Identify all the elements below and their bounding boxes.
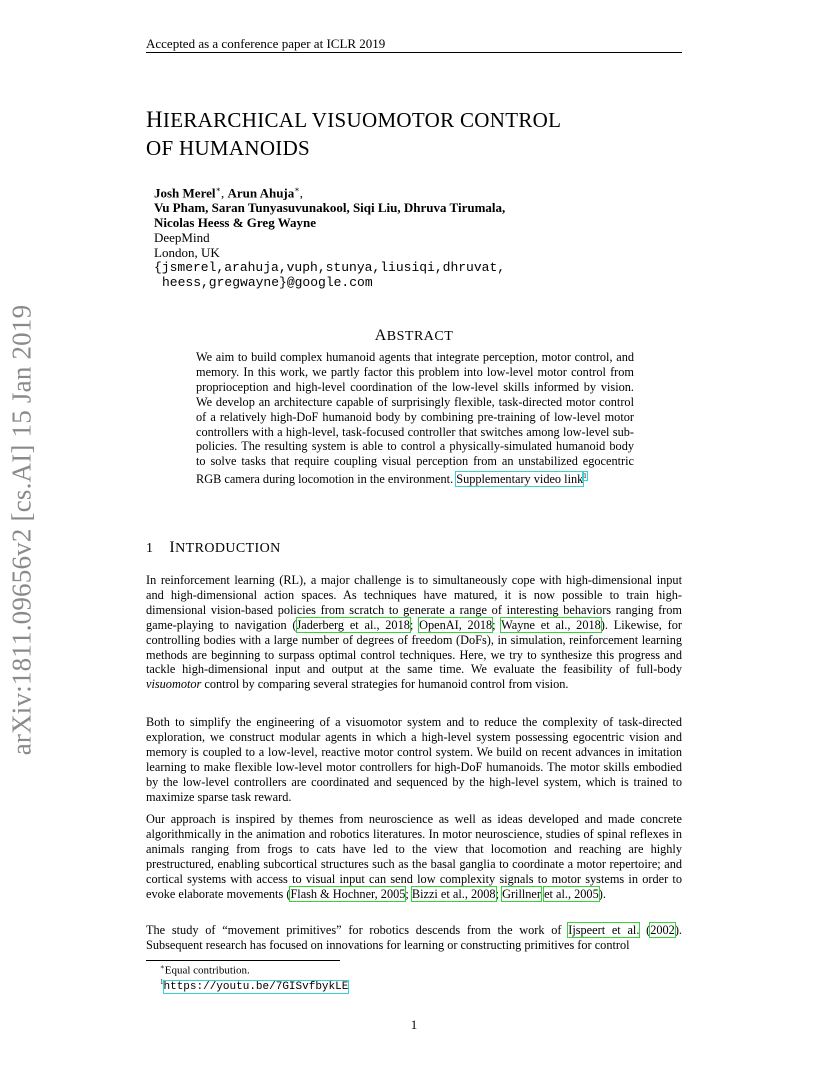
section-initial: I (169, 539, 176, 556)
footnote-url-link[interactable]: https://youtu.be/7GISvfbykLE (163, 980, 349, 993)
footnote-rule (146, 960, 340, 961)
title-line1: IERARCHICAL VISUOMOTOR CONTROL (162, 108, 562, 132)
supplementary-video-link[interactable]: Supplementary video link (456, 472, 584, 487)
page-number: 1 (410, 1017, 418, 1032)
citation-link[interactable]: Grillner (502, 886, 541, 901)
citation-link[interactable]: 2002 (650, 923, 675, 937)
emphasis: visuomotor (146, 677, 202, 692)
section-number: 1 (146, 541, 154, 556)
footnote (160, 963, 250, 977)
paragraph: In reinforcement learning (RL), a major challenge is to simultaneously cope with high-dimensional input and high-dimensional action spaces. As techniques have matured, it is now possible to train high-dimensional vision-based policies from scratch to generate a range of interesting behaviors ranging from game-playing to navigation (Jaderberg et al., 2018; OpenAI, 2018; Wayne et al., 2018). Likewise, for controlling bodies with a large number of degrees of freedom (DoFs), in simulation, reinforcement learning methods are beginning to surpass optimal control techniques. Here, we try to synthesize this progress and tackle high-dimensional input and output at the same time. We evaluate the feasibility of full-body visuomotor control by comparing several strategies for humanoid control from vision. (146, 573, 682, 692)
header-rule (146, 52, 682, 53)
citation-link[interactable]: OpenAI, 2018 (419, 617, 493, 632)
paragraph (146, 715, 682, 804)
text-run: control by comparing several strategies for humanoid control from vision. (201, 677, 569, 692)
equal-contribution-mark: ∗ (294, 185, 300, 194)
email-line: heess,gregwayne}@google.com (162, 275, 373, 291)
text-run: In reinforcement learning (RL), a major challenge is to simultaneously cope with high-dimensional input and high-dimensional action spaces. As techniques have matured, it is now possible to train high-dimensional vision-based policies from scratch to generate a range of interesting behaviors ranging from game-playing to navigation ( (146, 573, 682, 632)
running-header: Accepted as a conference paper at ICLR 2019 (146, 36, 386, 51)
text-run: ). Likewise, for controlling bodies with a large number of degrees of freedom (DoFs), in simulation, reinforcement learning methods are beginning to surpass optimal control techniques. Here, we try to synthesize this progress and tackle high-dimensional input and output at the same time. We evaluate the feasibility of full-body (146, 617, 682, 677)
arxiv-stamp-text: arXiv:1811.09656v2 [cs.AI] 15 Jan 2019 (6, 304, 37, 756)
text-run: ). (598, 886, 606, 901)
email-line: {jsmerel,arahuja,vuph,stunya,liusiqi,dhruvat, (154, 260, 506, 276)
arxiv-stamp (0, 300, 44, 760)
citation-link[interactable]: Ijspeert et al. (568, 923, 640, 937)
footnote-mark: ∗ (160, 963, 165, 971)
footnote (160, 978, 348, 993)
footnote-text: Equal contribution. (164, 964, 250, 977)
location: London, UK (154, 245, 220, 261)
abstract-text: We aim to build complex humanoid agents that integrate perception, motor control, and memory. In this work, we partly factor this problem into low-level motor control from proprioception and high-level coordination of the low-level skills informed by vision. We develop an architecture capable of surprisingly flexible, task-directed motor control of a relatively high-DoF humanoid body by combining pre-training of low-level motor controllers with a high-level, task-focused controller that switches among low-level sub-policies. The resulting system is able to control a physically-simulated humanoid body to solve tasks that require coupling visual perception from an unstabilized egocentric RGB camera during locomotion in the environment. (196, 350, 634, 487)
footnote-ref[interactable]: 1 (583, 472, 587, 481)
citation-link[interactable]: Jaderberg et al., 2018 (296, 617, 410, 632)
citation-link[interactable]: Flash & Hochner, 2005 (290, 886, 406, 901)
equal-contribution-mark: ∗ (215, 185, 221, 194)
paper-title (146, 106, 561, 162)
author-block: Josh Merel∗, Arun Ahuja∗, Vu Pham, Saran Tunyasuvunakool, Siqi Liu, Dhruva Tirumala, Nicolas Heess & Greg Wayne DeepMind London, UK {jsmerel,arahuja,vuph,stunya,liusiqi,dhruvat, heess,gregwayne}@google.com (154, 185, 506, 291)
author-names: Vu Pham, Saran Tunyasuvunakool, Siqi Liu, Dhruva Tirumala, (154, 200, 506, 216)
title-initial: H (146, 107, 163, 132)
citation-link[interactable]: Bizzi et al., 2008 (411, 886, 496, 901)
section-title: NTRODUCTION (175, 541, 281, 556)
abstract-heading (0, 327, 828, 345)
title-line2: OF HUMANOIDS (146, 136, 311, 160)
text-run: Both to simplify the engineering of a visuomotor system and to reduce the complexity of task-directed exploration, we construct modular agents in which a high-level system possessing egocentric vision and memory is coupled to a low-level, reactive motor control system. We build on recent advances in imitation learning to make flexible low-level motor controllers for high-DoF humanoids. The motor skills embodied by the low-level controllers are coordinated and sequenced by the high-level system, which is trained to maximize sparse task reward. (146, 715, 682, 804)
abstract-heading-rest: BSTRACT (386, 329, 454, 344)
text-run: ). Subsequent research has focused on innovations for learning or constructing primitives for control (146, 923, 682, 952)
citation-link[interactable]: Wayne et al., 2018 (501, 617, 601, 632)
author-name: Arun Ahuja (227, 185, 295, 201)
affiliation: DeepMind (154, 230, 210, 246)
paragraph: The study of “movement primitives” for robotics descends from the work of Ijspeert et al. (2002). Subsequent research has focused on innovations for learning or constructing primitives for control (146, 923, 682, 952)
text-run: Our approach is inspired by themes from neuroscience as well as ideas developed and made concrete algorithmically in the animation and robotics literatures. In motor neuroscience, studies of spinal reflexes in animals ranging from frogs to cats have led to the view that locomotion and reaching are highly prestructured, enabling subcortical structures such as the basal ganglia to coordinate a motor repertoire; and cortical systems with access to visual input can send low complexity signals to motor systems in order to evoke elaborate movements ( (146, 812, 682, 901)
abstract-heading-initial: A (374, 327, 387, 344)
abstract-body (196, 350, 634, 487)
footnote-mark: 1 (160, 978, 164, 986)
citation-link[interactable]: et al., 2005 (544, 886, 599, 901)
author-names: Nicolas Heess & Greg Wayne (154, 215, 317, 231)
text-run: The study of “movement primitives” for robotics descends from the work of (146, 923, 569, 937)
paragraph: Our approach is inspired by themes from neuroscience as well as ideas developed and made concrete algorithmically in the animation and robotics literatures. In motor neuroscience, studies of spinal reflexes in animals ranging from frogs to cats have led to the view that locomotion and reaching are highly prestructured, enabling subcortical structures such as the basal ganglia to coordinate a motor repertoire; and cortical systems with access to visual input can send low complexity signals to motor systems in order to evoke elaborate movements (Flash & Hochner, 2005; Bizzi et al., 2008; Grillner et al., 2005). (146, 812, 682, 901)
section-heading (146, 539, 281, 557)
author-name: Josh Merel (154, 185, 216, 201)
